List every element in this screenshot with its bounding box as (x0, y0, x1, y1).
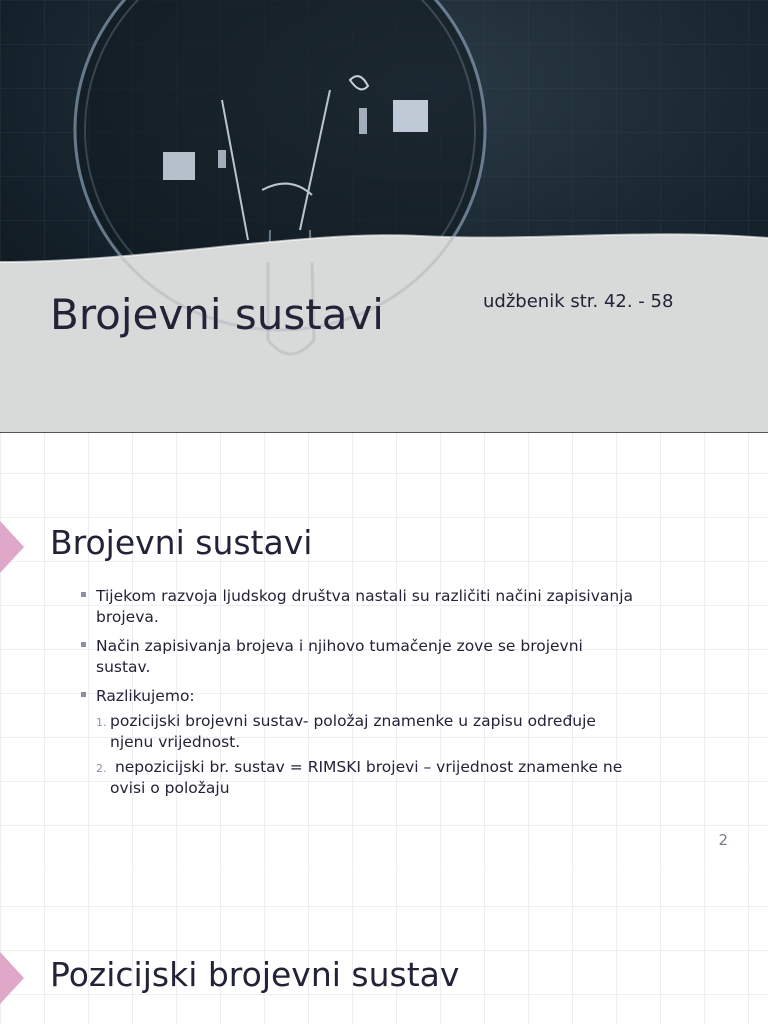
bullet-list (80, 586, 640, 807)
title-slide (0, 0, 768, 432)
list-item: Razlikujemo: 1. pozicijski brojevni sustav- položaj znamenke u zapisu određuje njenu vrijednost. 2. nepozicijski br. sustav = RIMSKI brojevi – vrijednost znamenke ne ovisi o položaju (80, 686, 640, 799)
lightbulb-photo (0, 0, 768, 432)
content-slide (0, 866, 768, 1024)
slide-title: Brojevni sustavi (50, 523, 313, 562)
page-number: 2 (718, 831, 728, 849)
list-item: 2. nepozicijski br. sustav = RIMSKI brojevi – vrijednost znamenke ne ovisi o položaju (96, 758, 628, 797)
chevron-accent-icon (0, 521, 24, 573)
bullet-icon (81, 692, 86, 697)
chevron-accent-icon (0, 952, 24, 1004)
bullet-icon (81, 642, 86, 647)
list-item: Tijekom razvoja ljudskog društva nastali su različiti načini zapisivanja brojeva. (80, 586, 640, 628)
slide-title: Pozicijski brojevni sustav (50, 955, 460, 994)
bullet-icon (81, 592, 86, 597)
content-slide (0, 433, 768, 865)
slide-subtitle: udžbenik str. 42. - 58 (483, 291, 674, 312)
list-item: 1. pozicijski brojevni sustav- položaj znamenke u zapisu određuje njenu vrijednost. (96, 712, 596, 751)
list-item: Način zapisivanja brojeva i njihovo tumačenje zove se brojevni sustav. (80, 636, 640, 678)
slide-title: Brojevni sustavi (50, 290, 384, 339)
numbered-list (96, 711, 640, 799)
